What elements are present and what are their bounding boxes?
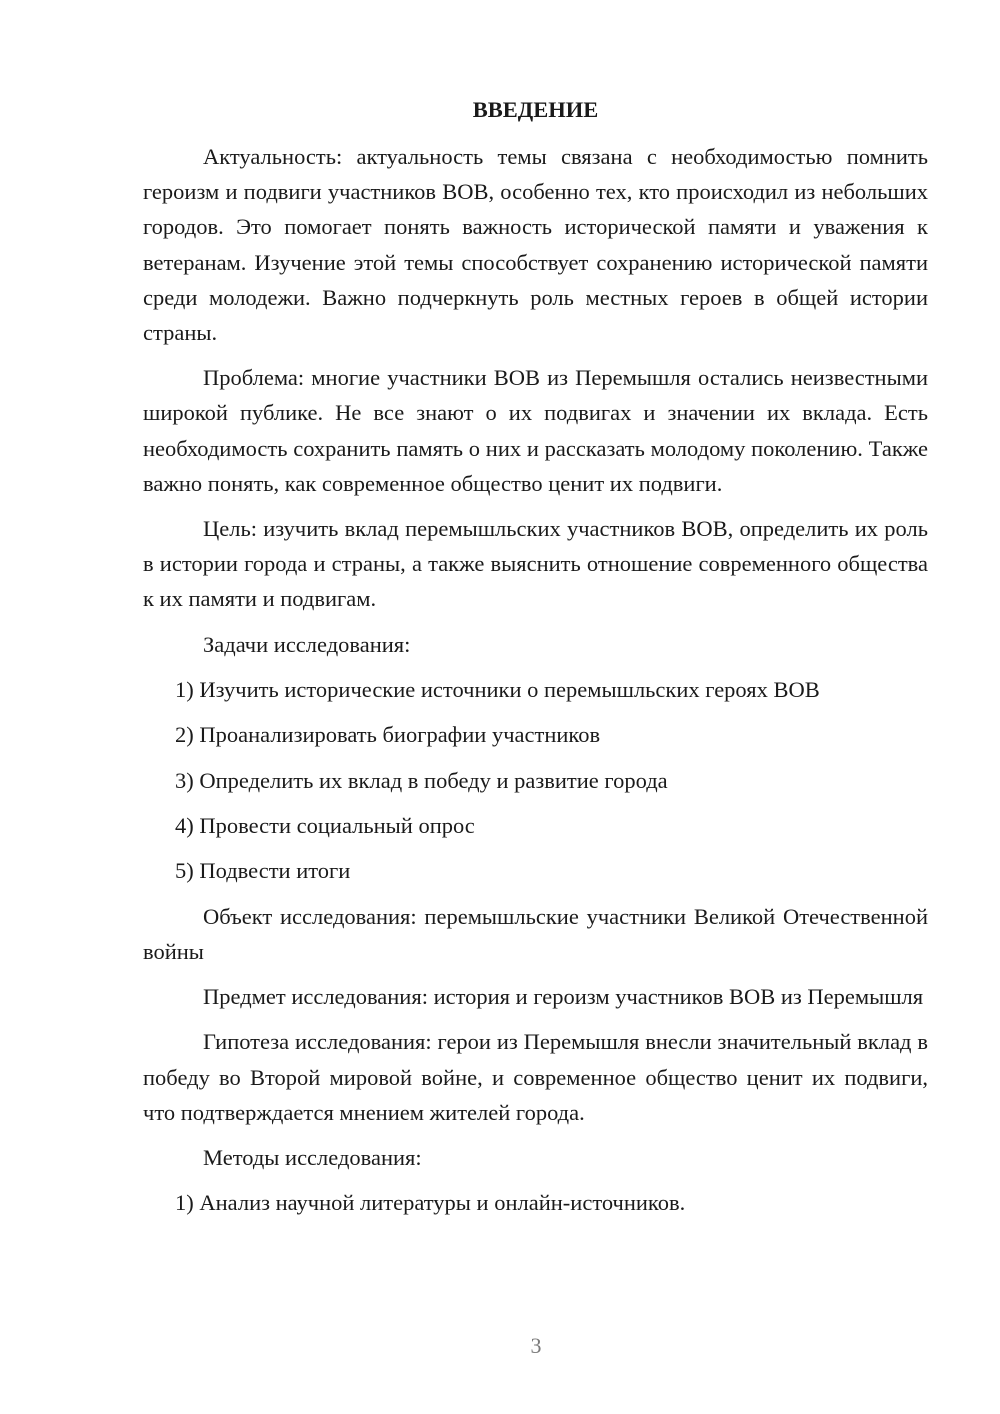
method-item-1: 1) Анализ научной литературы и онлайн-источников.	[175, 1190, 686, 1216]
paragraph-problem: Проблема: многие участники ВОВ из Перемышля остались неизвестными широкой публике. Не все знают о их подвигах и значении их вклада. Есть необходимость сохранить память о них и рассказать молодому поколению. Также важно понять, как современное общество ценит их подвиги.	[143, 365, 928, 496]
paragraph-relevance: Актуальность: актуальность темы связана с необходимостью помнить героизм и подвиги участников ВОВ, особенно тех, кто происходил из небольших городов. Это помогает понять важность исторической памяти и уважения к ветеранам. Изучение этой темы способствует сохранению исторической памяти среди молодежи. Важно подчеркнуть роль местных героев в общей истории страны.	[143, 144, 928, 346]
task-item-3: 3) Определить их вклад в победу и развитие города	[175, 767, 668, 793]
task-item-1: 1) Изучить исторические источники о перемышльских героях ВОВ	[175, 676, 820, 702]
section-heading: ВВЕДЕНИЕ	[472, 97, 599, 122]
task-item-4: 4) Провести социальный опрос	[175, 813, 475, 839]
paragraph-object: Объект исследования: перемышльские участники Великой Отечественной войны	[143, 903, 928, 964]
page-number: 3	[530, 1333, 542, 1358]
paragraph-goal: Цель: изучить вклад перемышльских участников ВОВ, определить их роль в истории города и страны, а также выяснить отношение современного общества к их памяти и подвигам.	[143, 516, 928, 612]
task-item-5: 5) Подвести итоги	[175, 858, 351, 884]
paragraph-subject: Предмет исследования: история и героизм участников ВОВ из Перемышля	[203, 984, 924, 1010]
task-item-2: 2) Проанализировать биографии участников	[175, 722, 601, 748]
page-content	[143, 90, 928, 1231]
paragraph-hypothesis: Гипотеза исследования: герои из Перемышля внесли значительный вклад в победу во Второй мировой войне, и современное общество ценит их подвиги, что подтверждается мнением жителей города.	[143, 1029, 928, 1125]
tasks-label: Задачи исследования:	[203, 631, 411, 657]
methods-label: Методы исследования:	[203, 1145, 422, 1171]
